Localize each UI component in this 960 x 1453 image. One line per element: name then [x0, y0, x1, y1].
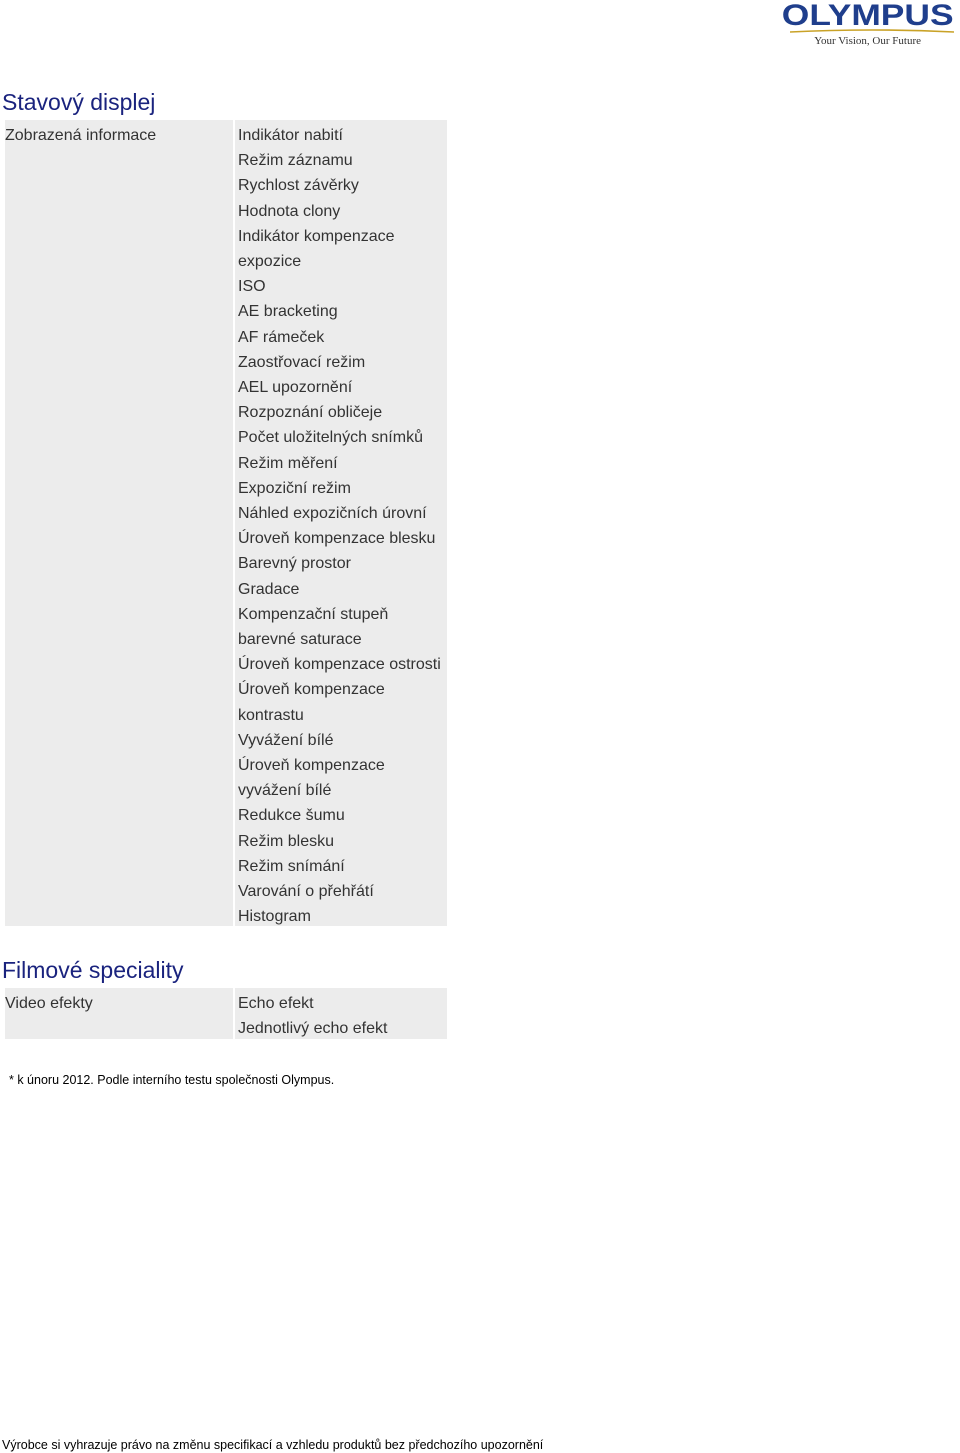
spec-label-cell: [5, 988, 233, 1039]
logo-tagline: Your Vision, Our Future: [814, 35, 921, 47]
disclaimer: Výrobce si vyhrazuje právo na změnu specifikací a vzhledu produktů bez předchozího upozornění: [2, 1438, 544, 1452]
spec-value-item: Jednotlivý echo efekt: [238, 1020, 388, 1038]
footnote: * k únoru 2012. Podle interního testu společnosti Olympus.: [9, 1073, 335, 1087]
spec-value-item: Expoziční režim: [238, 479, 351, 497]
spec-value-item: AEL upozornění: [238, 379, 353, 397]
spec-value-item: AF rámeček: [238, 328, 325, 346]
spec-value-item: Gradace: [238, 580, 300, 598]
spec-value-item: Režim záznamu: [238, 152, 353, 170]
spec-value-item: Náhled expozičních úrovní: [238, 505, 427, 523]
spec-value-item: Indikátor nabití: [238, 127, 343, 144]
spec-value-item: ISO: [238, 278, 266, 296]
spec-value-item: Úroveň kompenzace: [238, 681, 385, 699]
spec-table-status-display: [5, 120, 447, 926]
spec-value-item: Indikátor kompenzace: [238, 227, 395, 245]
spec-label: Zobrazená informace: [5, 127, 157, 144]
spec-label-cell: [5, 120, 233, 926]
spec-value-item: Barevný prostor: [238, 555, 351, 573]
spec-value-item: Vyvážení bílé: [238, 731, 334, 749]
logo-swoosh-icon: [790, 29, 954, 33]
spec-value-item: Režim blesku: [238, 832, 335, 850]
spec-label: Video efekty: [5, 995, 93, 1012]
spec-values-list: [238, 123, 441, 930]
spec-value-item: Režim snímání: [238, 857, 345, 875]
section-title-status-display: Stavový displej: [2, 89, 156, 115]
spec-values-cell: [235, 120, 447, 926]
spec-values-cell: [235, 988, 447, 1039]
spec-value-item: Počet uložitelných snímků: [238, 429, 423, 447]
spec-value-item: Rozpoznání obličeje: [238, 404, 383, 422]
spec-value-item: Echo efekt: [238, 995, 314, 1012]
spec-value-item: Hodnota clony: [238, 202, 341, 220]
spec-value-item: Úroveň kompenzace: [238, 757, 385, 775]
spec-value-item: vyvážení bílé: [238, 782, 332, 800]
spec-value-item: Varování o přehřátí: [238, 883, 374, 901]
olympus-logo: [782, 0, 956, 52]
spec-value-item: Histogram: [238, 908, 311, 926]
spec-value-item: AE bracketing: [238, 303, 338, 321]
spec-value-item: Režim měření: [238, 454, 338, 472]
spec-value-item: Úroveň kompenzace ostrosti: [238, 656, 441, 674]
spec-value-item: kontrastu: [238, 706, 304, 724]
section-title-movie-features: Filmové speciality: [2, 957, 184, 983]
spec-value-item: Kompenzační stupeň: [238, 605, 389, 623]
spec-values-list: [238, 991, 387, 1041]
spec-value-item: Úroveň kompenzace blesku: [238, 530, 436, 548]
spec-value-item: Rychlost závěrky: [238, 177, 359, 195]
spec-value-item: expozice: [238, 253, 302, 271]
spec-value-item: Zaostřovací režim: [238, 353, 366, 371]
logo-wordmark: OLYMPUS: [782, 0, 954, 32]
spec-value-item: barevné saturace: [238, 631, 362, 649]
spec-table-movie-features: [5, 988, 447, 1039]
spec-value-item: Redukce šumu: [238, 807, 345, 825]
